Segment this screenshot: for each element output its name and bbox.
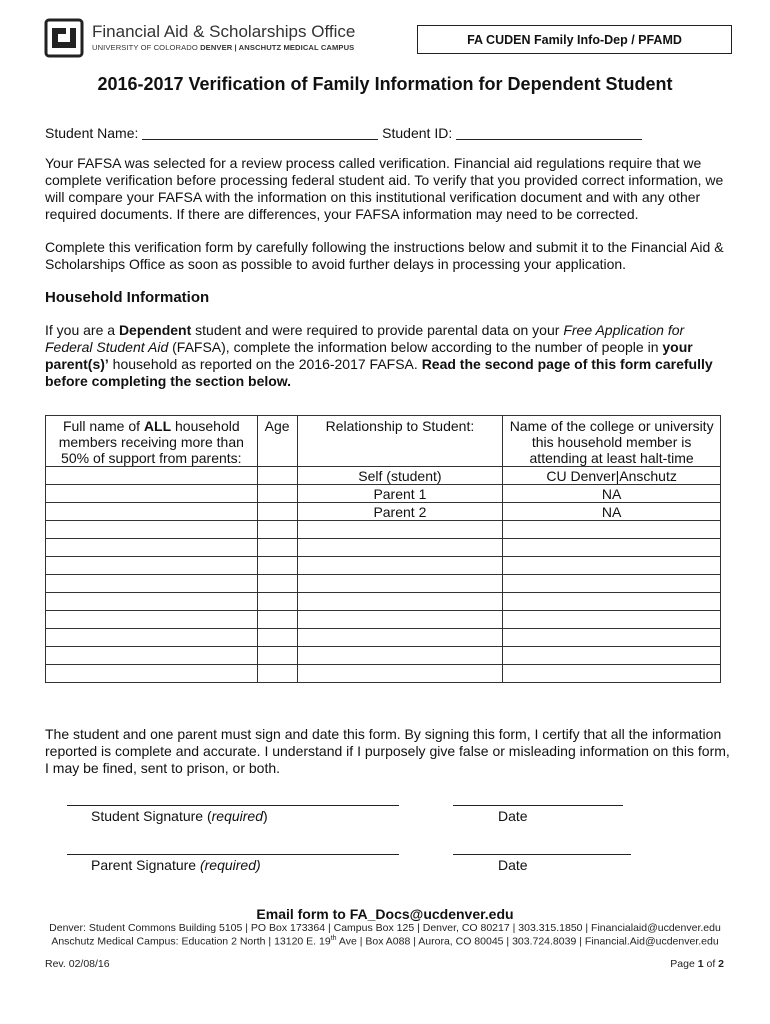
- cell-college[interactable]: [503, 557, 721, 575]
- cell-relationship[interactable]: Parent 1: [297, 485, 503, 503]
- student-fields: [45, 125, 642, 141]
- household-table: [45, 415, 721, 683]
- cell-age[interactable]: [257, 557, 297, 575]
- cell-name[interactable]: [46, 665, 258, 683]
- col-name-header: Full name of ALL household members receiving more than 50% of support from parents:: [46, 416, 258, 467]
- table-row: [46, 521, 721, 539]
- table-row: [46, 539, 721, 557]
- page-number: Page 1 of 2: [670, 958, 724, 970]
- student-signature-line[interactable]: [67, 805, 399, 806]
- table-row: [46, 503, 721, 521]
- cell-name[interactable]: [46, 503, 258, 521]
- cell-age[interactable]: [257, 485, 297, 503]
- table-row: [46, 629, 721, 647]
- anschutz-address: Anschutz Medical Campus: Education 2 North | 13120 E. 19th Ave | Box A088 | Aurora, CO 80045 | 303.724.8039 | Financial.Aid@ucdenver.edu: [51, 935, 719, 948]
- cell-college[interactable]: NA: [503, 503, 721, 521]
- cell-age[interactable]: [257, 611, 297, 629]
- revision-date: Rev. 02/08/16: [45, 958, 110, 970]
- table-row: [46, 557, 721, 575]
- cell-relationship[interactable]: [297, 539, 503, 557]
- cell-name[interactable]: [46, 485, 258, 503]
- org-name: Financial Aid & Scholarships Office: [92, 22, 356, 41]
- table-row: [46, 467, 721, 485]
- parent-signature-line[interactable]: [67, 854, 399, 855]
- cell-relationship[interactable]: [297, 575, 503, 593]
- cell-name[interactable]: [46, 521, 258, 539]
- student-signature-label: Student Signature (required): [91, 808, 268, 824]
- table-row: [46, 611, 721, 629]
- cell-name[interactable]: [46, 557, 258, 575]
- cell-college[interactable]: [503, 539, 721, 557]
- cell-age[interactable]: [257, 593, 297, 611]
- table-header-row: [46, 416, 721, 467]
- cell-age[interactable]: [257, 629, 297, 647]
- cell-name[interactable]: [46, 575, 258, 593]
- col-relationship-header: Relationship to Student:: [297, 416, 503, 467]
- col-age-header: Age: [257, 416, 297, 467]
- email-instruction: Email form to FA_Docs@ucdenver.edu: [256, 906, 514, 922]
- parent-date-label: Date: [498, 857, 528, 873]
- cell-college[interactable]: [503, 629, 721, 647]
- household-heading: Household Information: [45, 289, 210, 306]
- cell-name[interactable]: [46, 539, 258, 557]
- student-name-label: Student Name:: [45, 125, 139, 141]
- intro-paragraph-1: Your FAFSA was selected for a review process called verification. Financial aid regulations require that we complete verification before processing federal student aid. To verify that you provided correct information, we will compare your FAFSA with the information on this institutional verification document and with any other required documents. If there are differences, your FAFSA information may need to be corrected.: [45, 155, 724, 222]
- intro-paragraph-2: Complete this verification form by carefully following the instructions below and submit it to the Financial Aid & Scholarships Office as soon as possible to avoid further delays in processing your application.: [45, 239, 724, 272]
- table-row: [46, 575, 721, 593]
- student-name-field[interactable]: [142, 125, 378, 140]
- student-id-label: Student ID:: [382, 125, 453, 141]
- cu-logo: [44, 18, 84, 58]
- cell-age[interactable]: [257, 503, 297, 521]
- cell-college[interactable]: CU Denver|Anschutz: [503, 467, 721, 485]
- cell-age[interactable]: [257, 575, 297, 593]
- table-row: [46, 485, 721, 503]
- cell-name[interactable]: [46, 611, 258, 629]
- col-college-header: Name of the college or university this household member is attending at least halt-time: [503, 416, 721, 467]
- cell-age[interactable]: [257, 647, 297, 665]
- cell-college[interactable]: [503, 647, 721, 665]
- cell-relationship[interactable]: Parent 2: [297, 503, 503, 521]
- cell-college[interactable]: [503, 665, 721, 683]
- cell-relationship[interactable]: [297, 629, 503, 647]
- page-title: 2016-2017 Verification of Family Information for Dependent Student: [97, 74, 673, 94]
- form-code-box: FA CUDEN Family Info-Dep / PFAMD: [417, 25, 732, 54]
- cell-relationship[interactable]: [297, 557, 503, 575]
- cell-age[interactable]: [257, 665, 297, 683]
- cell-college[interactable]: [503, 593, 721, 611]
- cell-age[interactable]: [257, 521, 297, 539]
- cell-relationship[interactable]: [297, 647, 503, 665]
- cell-college[interactable]: [503, 575, 721, 593]
- cell-relationship[interactable]: [297, 611, 503, 629]
- cell-name[interactable]: [46, 467, 258, 485]
- cell-relationship[interactable]: [297, 521, 503, 539]
- table-row: [46, 665, 721, 683]
- certification-text: The student and one parent must sign and date this form. By signing this form, I certify that all the information reported is complete and accurate. I understand if I purposely give false or misleading information on this form, I may be fined, sent to prison, or both.: [45, 726, 730, 776]
- student-date-label: Date: [498, 808, 528, 824]
- cell-relationship[interactable]: Self (student): [297, 467, 503, 485]
- cell-college[interactable]: NA: [503, 485, 721, 503]
- parent-signature-label: Parent Signature (required): [91, 857, 261, 873]
- cell-name[interactable]: [46, 593, 258, 611]
- cell-relationship[interactable]: [297, 593, 503, 611]
- table-row: [46, 647, 721, 665]
- cell-age[interactable]: [257, 467, 297, 485]
- household-instructions: If you are a Dependent student and were required to provide parental data on your Free Application for Federal Student Aid (FAFSA), complete the information below according to the number of people in your parent(s)’ household as reported on the 2016-2017 FAFSA. Read the second page of this form carefully before completing the section below.: [45, 322, 713, 389]
- cell-college[interactable]: [503, 611, 721, 629]
- cell-age[interactable]: [257, 539, 297, 557]
- table-row: [46, 593, 721, 611]
- parent-date-line[interactable]: [453, 854, 631, 855]
- cell-relationship[interactable]: [297, 665, 503, 683]
- cell-name[interactable]: [46, 647, 258, 665]
- org-subtitle: UNIVERSITY OF COLORADO DENVER | ANSCHUTZ MEDICAL CAMPUS: [92, 43, 355, 52]
- cell-college[interactable]: [503, 521, 721, 539]
- student-id-field[interactable]: [456, 125, 642, 140]
- student-date-line[interactable]: [453, 805, 623, 806]
- cell-name[interactable]: [46, 629, 258, 647]
- denver-address: Denver: Student Commons Building 5105 | PO Box 173364 | Campus Box 125 | Denver, CO 80217 | 303.315.1850 | Financialaid@ucdenver.edu: [49, 922, 721, 934]
